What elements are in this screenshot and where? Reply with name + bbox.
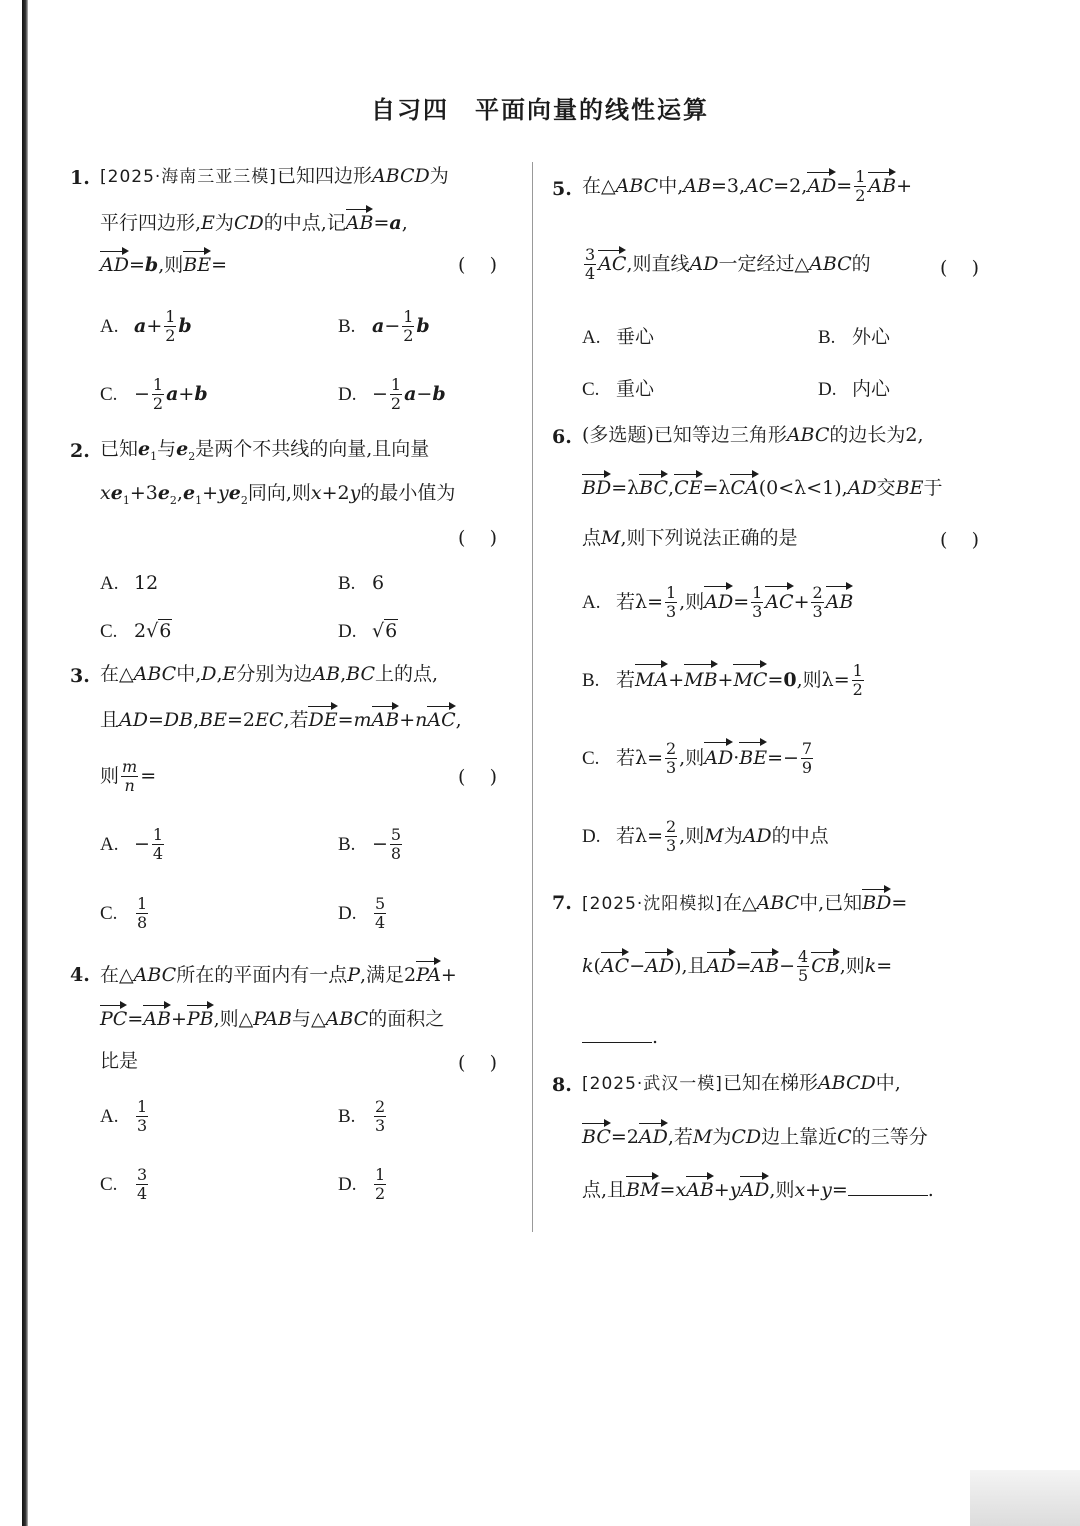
option-d: D. 若λ= $\frac{2}{3}$ ,则M为AD的中点 — [582, 817, 829, 856]
answer-parens: ( ) — [458, 254, 497, 276]
answer-parens: ( ) — [458, 766, 497, 788]
option-c: C. 若λ= $\frac{2}{3}$ ,则AD·BE=− $\frac{7}{9}$ — [582, 739, 813, 778]
vector: AB — [371, 709, 400, 731]
fraction: $\frac{1}{2}$ — [152, 375, 164, 414]
fraction: $\frac{1}{2}$ — [375, 1165, 386, 1204]
option-d: D. √6 — [338, 620, 398, 642]
fraction: $\frac{1}{2}$ — [855, 167, 866, 206]
fraction: $\frac{1}{3}$ — [665, 583, 677, 622]
vector: AC — [600, 954, 630, 977]
option-a: A. 若λ= $\frac{1}{3}$ ,则AD= $\frac{1}{3}$ AC+ $\frac{2}{3}$ AB — [582, 583, 854, 622]
scan-corner-shadow — [970, 1470, 1080, 1526]
fraction: $\frac{1}{3}$ — [137, 1097, 148, 1136]
vector: CE — [674, 477, 703, 499]
vector: AD — [740, 1179, 770, 1201]
option-b: B. 外心 — [818, 326, 891, 348]
vector: AB — [825, 590, 854, 613]
title-section: 自习四 — [371, 96, 449, 124]
question-stem-line: 比是 — [100, 1050, 139, 1072]
fraction: $\frac{1}{4}$ — [152, 825, 164, 864]
column-divider — [532, 162, 533, 1232]
question-number: 8. — [552, 1074, 572, 1096]
vector: AB — [143, 1008, 171, 1030]
option-d: D. 内心 — [818, 378, 891, 400]
vector: AB — [686, 1179, 714, 1201]
option-c: C. $\frac{1}{8}$ — [100, 894, 148, 933]
question-stem-line: [2025·海南三亚三模]已知四边形ABCD为 — [100, 165, 449, 187]
question-source: [2025·武汉一模] — [582, 1074, 723, 1094]
vector: BC — [639, 477, 669, 499]
vector: MC — [733, 668, 768, 691]
vector: PC — [100, 1008, 128, 1030]
vector: AD — [100, 254, 129, 276]
question-number: 5. — [552, 178, 572, 200]
fraction: $\frac{1}{2}$ — [165, 307, 176, 346]
sqrt: √6 — [372, 620, 398, 642]
vector: AD — [645, 954, 675, 977]
fraction: $\frac{2}{3}$ — [665, 817, 677, 856]
question-number: 3. — [70, 665, 90, 687]
option-c: C. 2√6 — [100, 620, 172, 642]
vector: AD — [638, 1126, 668, 1148]
vector: CB — [811, 954, 840, 977]
vector: PA — [416, 964, 441, 986]
question-stem-line: PC=AB+PB,则△PAB与△ABC的面积之 — [100, 1008, 445, 1030]
title-topic: 平面向量的线性运算 — [475, 96, 709, 124]
question-number: 7. — [552, 892, 572, 914]
option-b: B. a− $\frac{1}{2}$ b — [338, 307, 430, 346]
vector: AD — [807, 174, 837, 197]
option-a: A. − $\frac{1}{4}$ — [100, 825, 164, 864]
fraction: $\frac{1}{2}$ — [403, 307, 414, 346]
question-source: [2025·海南三亚三模] — [100, 167, 277, 187]
option-c: C. 重心 — [582, 378, 655, 400]
option-a: A. a+ $\frac{1}{2}$ b — [100, 307, 192, 346]
question-stem-line: 则 $\frac{m}{n}$ = — [100, 757, 157, 796]
question-stem-line: 且AD=DB,BE=2EC,若DE=mAB+nAC, — [100, 709, 462, 731]
page-title — [0, 90, 1080, 125]
answer-parens: ( ) — [940, 529, 979, 551]
vector: BE — [739, 746, 768, 769]
question-stem-line: [2025·武汉一模]已知在梯形ABCD中, — [582, 1072, 901, 1094]
question-source: [2025·沈阳模拟] — [582, 894, 723, 914]
fraction: $\frac{5}{4}$ — [375, 894, 386, 933]
vector: AB — [868, 174, 897, 197]
vector: AC — [598, 252, 627, 275]
option-a: A. 垂心 — [582, 326, 655, 348]
answer-parens: ( ) — [940, 257, 979, 279]
vector: MB — [684, 668, 718, 691]
fraction: $\frac{2}{3}$ — [812, 583, 823, 622]
fraction: $\frac{7}{9}$ — [801, 739, 813, 778]
vector: MA — [635, 668, 669, 691]
answer-parens: ( ) — [458, 527, 497, 549]
vector: AD — [704, 746, 734, 769]
vector: DE — [308, 709, 338, 731]
fraction: $\frac{5}{8}$ — [390, 825, 402, 864]
vector: AC — [427, 709, 456, 731]
question-number: 1. — [70, 167, 90, 189]
question-stem-line: $\frac{3}{4}$ AC,则直线AD一定经过△ABC的 — [585, 245, 871, 284]
fraction: $\frac{4}{5}$ — [798, 947, 809, 986]
vector: AB — [751, 954, 780, 977]
vector: AC — [765, 590, 794, 613]
scan-edge — [22, 0, 28, 1526]
vector: CA — [730, 477, 759, 499]
option-c: C. $\frac{3}{4}$ — [100, 1165, 148, 1204]
answer-blank[interactable] — [582, 1024, 652, 1043]
sqrt: √6 — [146, 620, 172, 642]
question-stem-line: 平行四边形,E为CD的中点,记AB=a, — [100, 212, 408, 234]
fraction: $\frac{m}{n}$ — [122, 757, 138, 796]
question-stem-line: k(AC−AD),且AD=AB− $\frac{4}{5}$ CB,则k= — [582, 947, 893, 986]
vector: AB — [345, 212, 374, 234]
question-stem-line: . — [582, 1024, 658, 1047]
question-stem-line: BC=2AD,若M为CD边上靠近C的三等分 — [582, 1126, 928, 1148]
question-number: 6. — [552, 426, 572, 448]
question-stem-line: 点M,则下列说法正确的是 — [582, 527, 798, 549]
option-b: B. 6 — [338, 572, 385, 594]
question-stem-line: [2025·沈阳模拟]在△ABC中,已知BD= — [582, 892, 908, 914]
option-b: B. − $\frac{5}{8}$ — [338, 825, 402, 864]
option-a: A. $\frac{1}{3}$ — [100, 1097, 148, 1136]
question-number: 4. — [70, 964, 90, 986]
option-a: A. 12 — [100, 572, 159, 594]
vector: BE — [183, 254, 212, 276]
question-stem-line: 在△ABC中,AB=3,AC=2,AD= $\frac{1}{2}$ AB+ — [582, 167, 913, 206]
vector: BC — [582, 1126, 611, 1148]
question-stem-line: AD=b,则BE= — [100, 254, 227, 276]
question-stem-line: 在△ABC中,D,E分别为边AB,BC上的点, — [100, 663, 439, 685]
question-stem-line: 在△ABC所在的平面内有一点P,满足2PA+ — [100, 964, 457, 986]
fraction: $\frac{3}{4}$ — [137, 1165, 148, 1204]
question-stem-line: 点,且BM=xAB+yAD,则x+y= . — [582, 1179, 934, 1201]
fraction: $\frac{1}{3}$ — [752, 583, 763, 622]
vector: AD — [704, 590, 734, 613]
option-b: B. $\frac{2}{3}$ — [338, 1097, 386, 1136]
fraction: $\frac{1}{2}$ — [852, 661, 863, 700]
question-stem-line: BD=λBC,CE=λCA(0<λ<1),AD交BE于 — [582, 477, 943, 499]
answer-blank[interactable] — [848, 1177, 928, 1196]
vector: PB — [186, 1008, 214, 1030]
vector: BD — [862, 892, 892, 914]
vector: BM — [626, 1179, 660, 1201]
answer-parens: ( ) — [458, 1052, 497, 1074]
option-b: B. 若MA+MB+MC=0,则λ= $\frac{1}{2}$ — [582, 661, 863, 700]
option-c: C. − $\frac{1}{2}$ a+b — [100, 375, 208, 414]
fraction: $\frac{3}{4}$ — [585, 245, 596, 284]
vector: BD — [582, 477, 612, 499]
fraction: $\frac{1}{2}$ — [390, 375, 402, 414]
vector: AD — [706, 954, 736, 977]
fraction: $\frac{1}{8}$ — [137, 894, 148, 933]
fraction: $\frac{2}{3}$ — [665, 739, 677, 778]
option-d: D. $\frac{1}{2}$ — [338, 1165, 386, 1204]
option-d: D. − $\frac{1}{2}$ a−b — [338, 375, 446, 414]
fraction: $\frac{2}{3}$ — [375, 1097, 386, 1136]
question-stem-line: $xe_1+3e_2,e_1+ye_2$同向,则x+2y的最小值为 — [100, 482, 456, 507]
option-d: D. $\frac{5}{4}$ — [338, 894, 386, 933]
question-stem-line: 已知$e_1$与$e_2$是两个不共线的向量,且向量 — [100, 438, 430, 463]
question-stem-line: (多选题)已知等边三角形ABC的边长为2, — [582, 424, 924, 446]
question-number: 2. — [70, 440, 90, 462]
